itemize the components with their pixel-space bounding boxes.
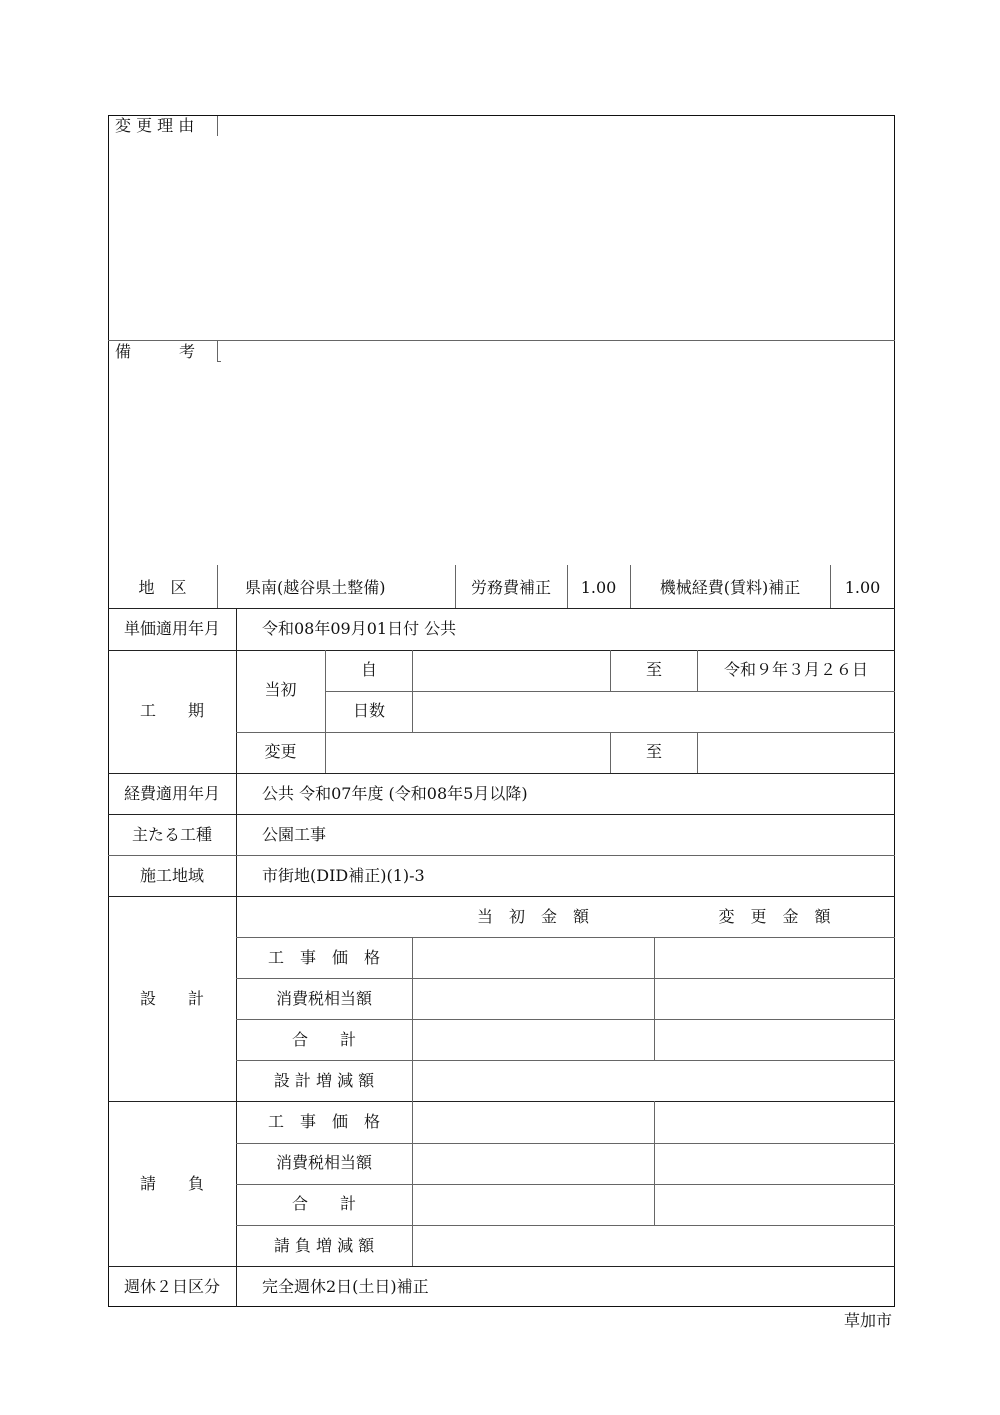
design-row-diff: 設 計 増 減 額 (273, 1071, 375, 1090)
main-work-value: 公園工事 (262, 825, 327, 844)
reason-label: 変 更 理 由 (115, 116, 195, 135)
design-row-price: 工 事 価 格 (267, 948, 380, 967)
row-divider-896 (108, 896, 895, 897)
footer-city: 草加市 (843, 1311, 892, 1330)
reason-remarks-divider (108, 340, 895, 341)
contract-amount-divider (654, 1101, 655, 1225)
remarks-label-underline (217, 361, 221, 362)
labor-correction-value: 1.00 (580, 578, 617, 597)
period-change-to-label: 至 (645, 742, 662, 761)
reason-label-divider (217, 116, 218, 136)
period-to-value: 令和９年３月２６日 (723, 660, 868, 679)
design-divider-978 (236, 978, 895, 979)
period-change-label: 変更 (264, 742, 297, 761)
row-divider-773 (108, 773, 895, 774)
design-row-tax: 消費税相当額 (275, 989, 372, 1008)
district-value: 県南(越谷県土整備) (245, 578, 386, 597)
header-initial-amount: 当 初 金 額 (476, 907, 589, 926)
district-divider-1 (217, 565, 218, 608)
period-change-to-divider-b (697, 732, 698, 773)
contract-row-total: 合 計 (291, 1194, 356, 1213)
design-divider-1019 (236, 1019, 895, 1020)
period-row-divider-691 (325, 691, 895, 692)
machine-correction-value: 1.00 (844, 578, 881, 597)
holiday-label: 週休２日区分 (123, 1277, 220, 1296)
design-label: 設 計 (139, 989, 204, 1008)
labor-correction-label: 労務費補正 (470, 578, 551, 597)
design-divider-1060 (236, 1060, 895, 1061)
period-row-divider-732 (236, 732, 895, 733)
row-divider-937 (236, 937, 895, 938)
design-amount-divider (654, 937, 655, 1060)
site-area-value: 市街地(DID補正)(1)-3 (262, 866, 425, 885)
contract-label: 請 負 (139, 1174, 204, 1193)
unit-price-value: 令和08年09月01日付 公共 (262, 619, 457, 638)
period-to-label: 至 (645, 660, 662, 679)
row-divider-855 (108, 855, 895, 856)
contract-row-price: 工 事 価 格 (267, 1112, 380, 1131)
district-label: 地 区 (138, 578, 187, 597)
period-change-divider (325, 732, 326, 773)
period-label: 工 期 (139, 701, 204, 720)
expense-value: 公共 令和07年度 (令和08年5月以降) (262, 784, 528, 803)
row-divider-1101 (108, 1101, 895, 1102)
contract-row-tax: 消費税相当額 (275, 1153, 372, 1172)
contract-divider-1143 (236, 1143, 895, 1144)
contract-row-diff: 請 負 増 減 額 (273, 1236, 375, 1255)
machine-correction-label: 機械経費(賃料)補正 (659, 578, 801, 597)
contract-divider-1184 (236, 1184, 895, 1185)
period-from-label: 自 (360, 660, 377, 679)
header-changed-amount: 変 更 金 額 (718, 907, 831, 926)
design-row-total: 合 計 (291, 1030, 356, 1049)
row-divider-608 (108, 608, 895, 609)
row-divider-1266 (108, 1266, 895, 1267)
main-work-label: 主たる工種 (131, 825, 212, 844)
holiday-value: 完全週休2日(土日)補正 (262, 1277, 429, 1296)
period-initial-label: 当初 (264, 680, 297, 699)
period-days-label: 日数 (352, 701, 385, 720)
row-divider-650 (108, 650, 895, 651)
expense-label: 経費適用年月 (123, 784, 220, 803)
site-area-label: 施工地域 (139, 866, 204, 885)
contract-divider-1225 (236, 1225, 895, 1226)
remarks-label-divider (217, 340, 218, 362)
remarks-label: 備 考 (115, 342, 196, 361)
row-divider-814 (108, 814, 895, 815)
unit-price-label: 単価適用年月 (123, 619, 220, 638)
